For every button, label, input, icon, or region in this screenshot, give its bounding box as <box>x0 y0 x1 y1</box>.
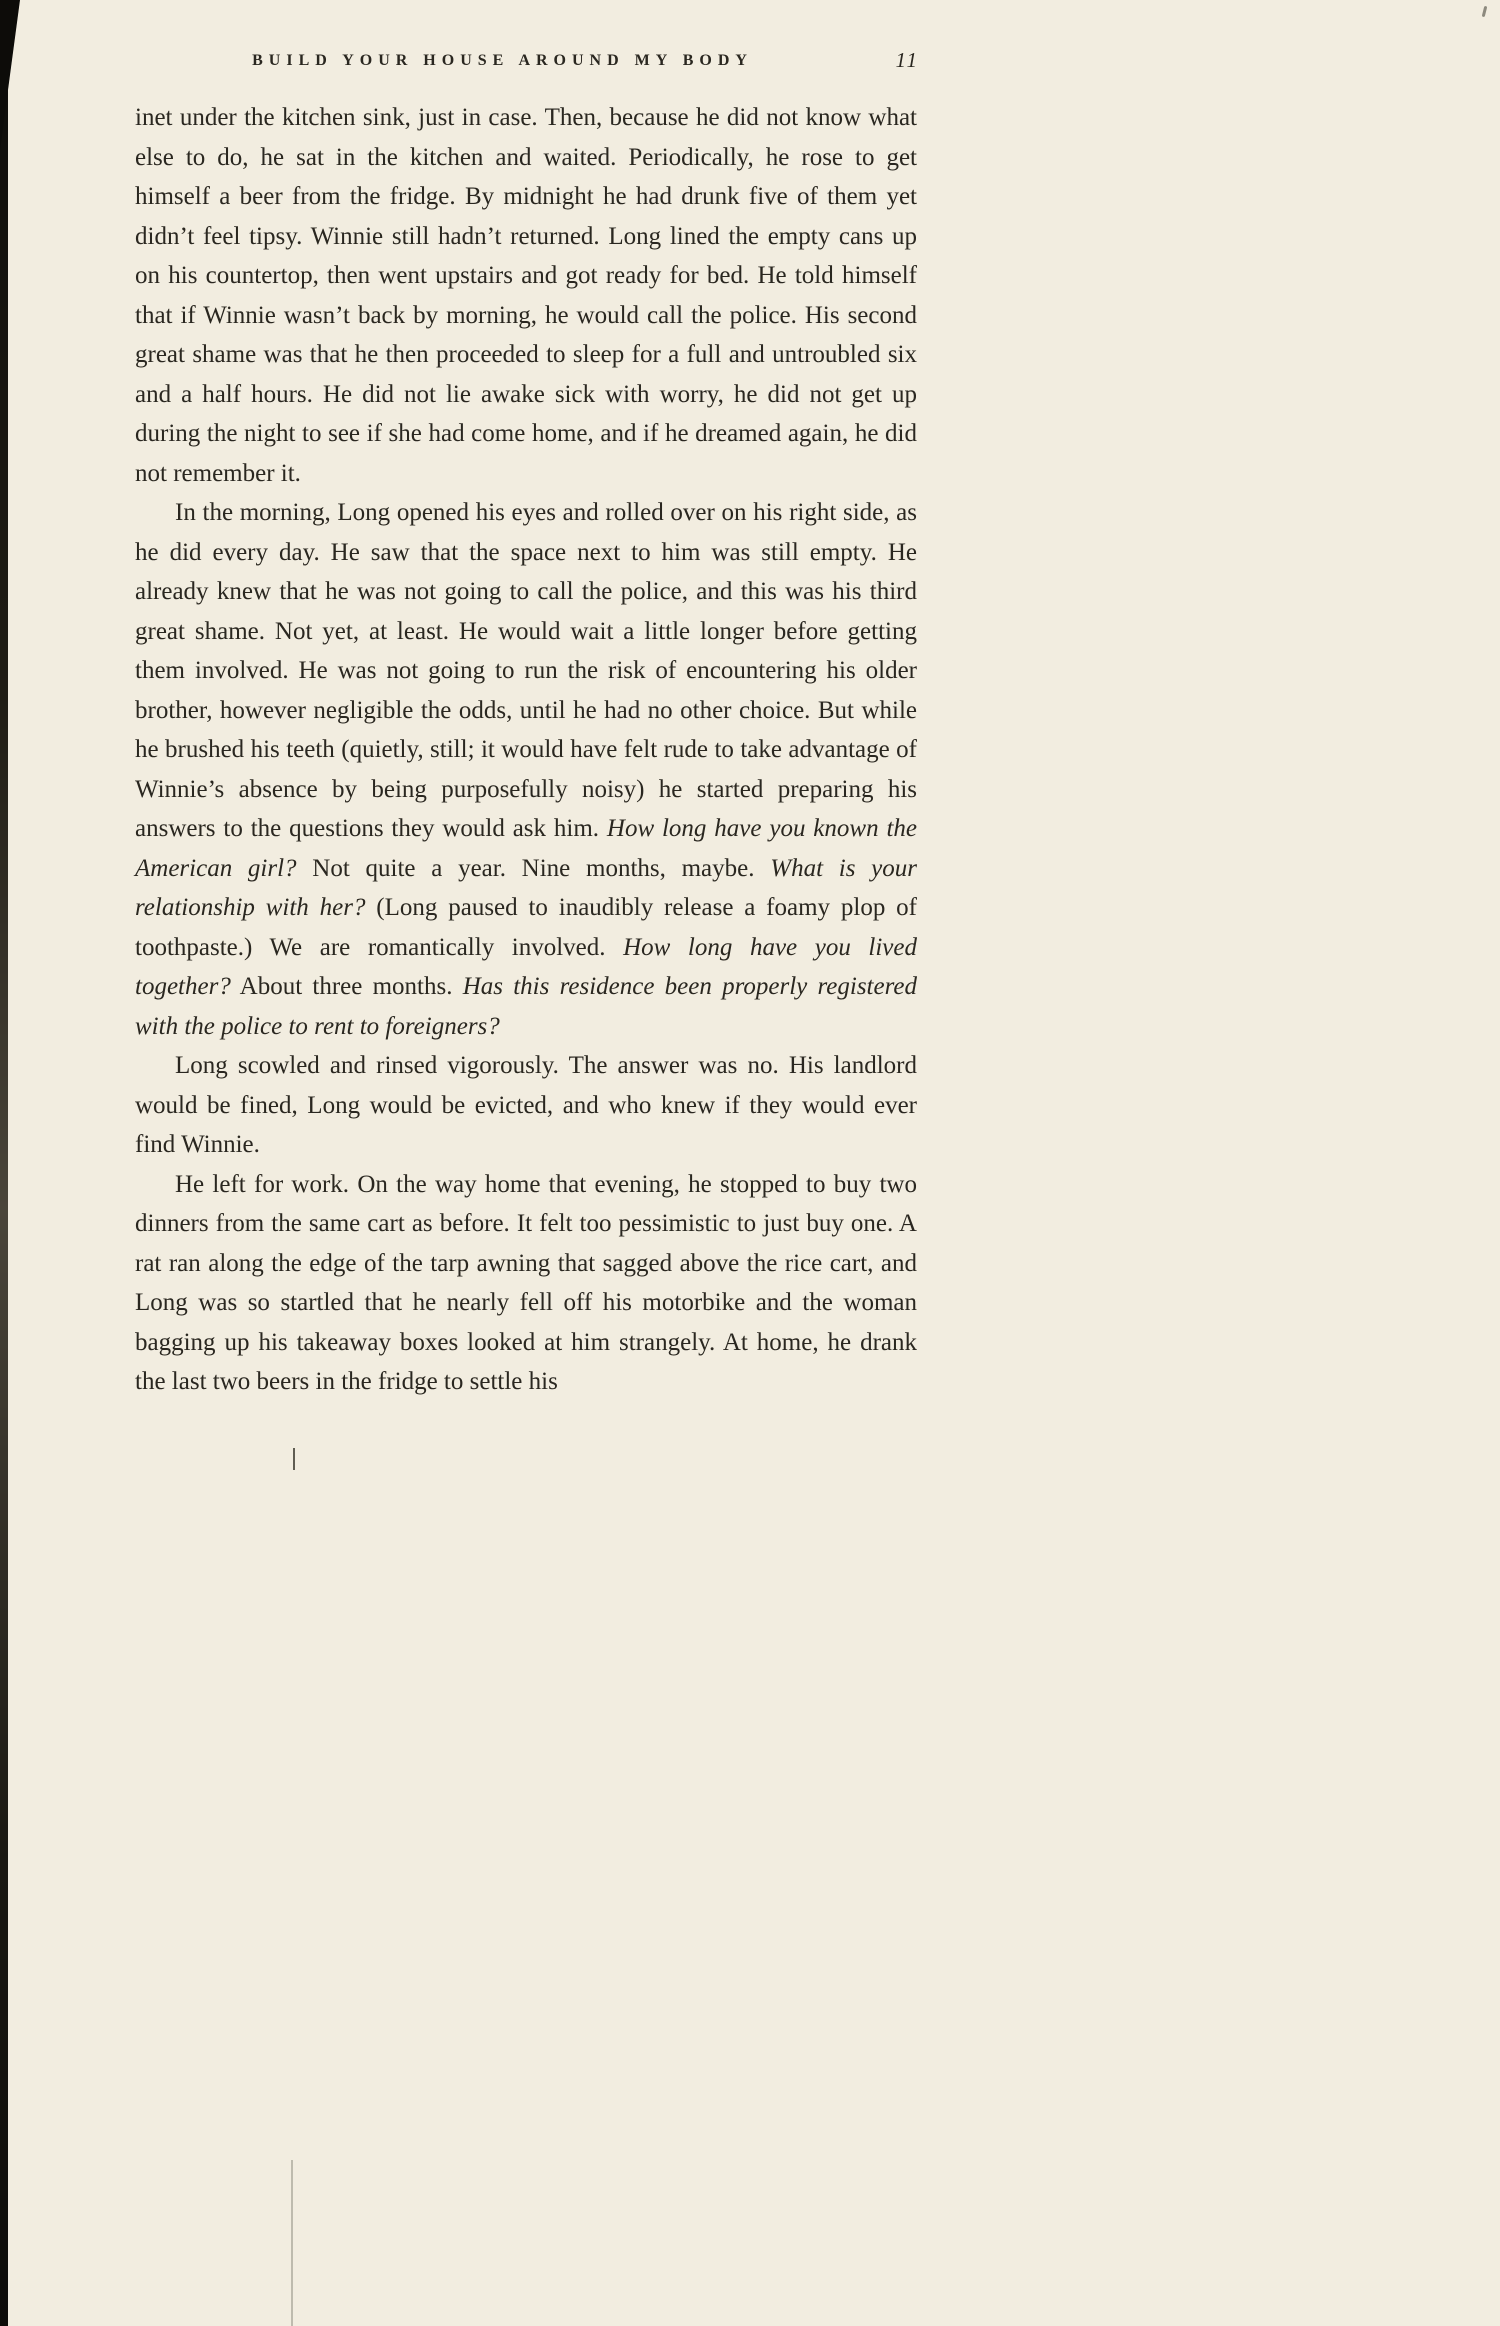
body-text-run: (Long paused to inaudibly release a foamy plop of toothpaste.) We are romantically involved. <box>135 894 917 961</box>
interrogation-italic-text: How long have you lived together? <box>135 933 917 1000</box>
paragraph <box>135 98 917 493</box>
page-body-text <box>135 98 917 1402</box>
body-text-run: About three months. <box>230 973 463 1000</box>
scan-artifact-speck <box>1482 6 1488 17</box>
body-text-run: He left for work. On the way home that evening, he stopped to buy two dinners from the same cart as before. It felt too pessimistic to just buy one. A rat ran along the edge of the tarp awning that sagged above the rice cart, and Long was so startled that he nearly fell off his motorbike and the woman bagging up his takeaway boxes looked at him strangely. At home, he drank the last two beers in the fridge to settle his <box>135 1170 917 1395</box>
body-text-run: In the morning, Long opened his eyes and rolled over on his right side, as he did every day. He saw that the space next to him was still empty. He already knew that he was not going to call the police, and this was his third great shame. Not yet, at least. He would wait a little longer before getting them involved. He was not going to run the risk of encountering his older brother, however negligible the odds, until he had no other choice. But while he brushed his teeth (quietly, still; it would have felt rude to take advantage of Winnie’s absence by being purposefully noisy) he started preparing his answers to the questions they would ask him. <box>135 499 917 842</box>
paragraph <box>135 1046 917 1165</box>
scan-artifact-mark <box>293 1448 295 1470</box>
page-gutter-shadow <box>0 0 8 2326</box>
body-text-run: inet under the kitchen sink, just in case. Then, because he did not know what else to do, he sat in the kitchen and waited. Periodically, he rose to get himself a beer from the fridge. By midnight he had drunk five of them yet didn’t feel tipsy. Winnie still hadn’t returned. Long lined the empty cans up on his countertop, then went upstairs and got ready for bed. He told himself that if Winnie wasn’t back by morning, he would call the police. His second great shame was that he then proceeded to sleep for a full and untroubled six and a half hours. He did not lie awake sick with worry, he did not get up during the night to see if she had come home, and if he dreamed again, he did not remember it. <box>135 104 917 487</box>
body-text-run: Long scowled and rinsed vigorously. The answer was no. His landlord would be fined, Long would be evicted, and who knew if they would ever find Winnie. <box>135 1052 917 1158</box>
scan-artifact-line <box>291 2160 293 2326</box>
body-text-run: Not quite a year. Nine months, maybe. <box>296 854 771 882</box>
interrogation-italic-text: Has this residence been properly registered with the police to rent to foreigners? <box>135 973 917 1040</box>
paragraph <box>135 493 917 1046</box>
page-corner-shadow <box>0 0 20 150</box>
interrogation-italic-text: What is your relationship with her? <box>135 854 917 921</box>
running-header <box>135 50 917 76</box>
paragraph <box>135 1165 917 1402</box>
page-number: 11 <box>895 48 919 72</box>
interrogation-italic-text: How long have you known the American girl? <box>135 815 917 882</box>
running-title: BUILD YOUR HOUSE AROUND MY BODY <box>252 52 753 69</box>
